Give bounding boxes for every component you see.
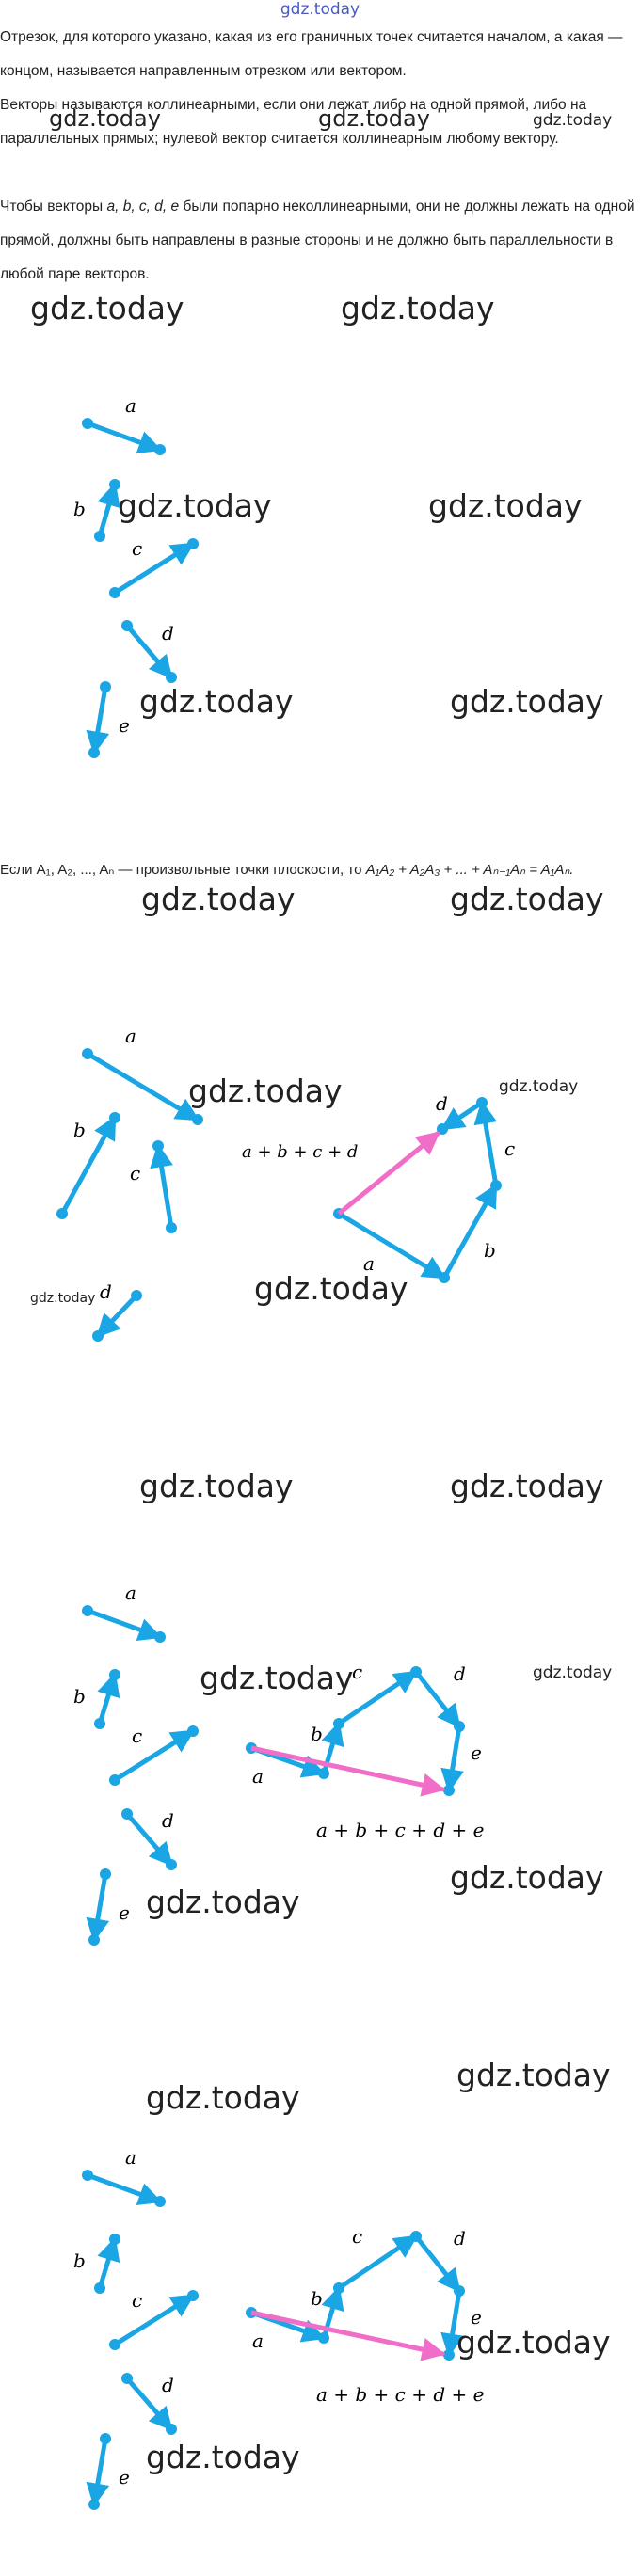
label-b: b xyxy=(484,1239,496,1262)
vector-c xyxy=(109,2290,199,2350)
sum-label: a + b + c + d xyxy=(242,1142,359,1162)
label-b: b xyxy=(73,498,86,520)
label-d: d xyxy=(436,1092,448,1115)
sum-label: a + b + c + d + e xyxy=(316,2383,485,2406)
vector-a xyxy=(82,1605,166,1643)
watermark: gdz.today xyxy=(139,1468,294,1504)
definition-paragraph-3 xyxy=(0,190,640,292)
watermark: gdz.today xyxy=(254,1270,408,1307)
vector-c xyxy=(109,538,199,598)
watermark: gdz.today xyxy=(428,487,583,524)
label-a: a xyxy=(363,1252,375,1275)
vector-b xyxy=(94,1669,120,1729)
watermark: gdz.today xyxy=(450,881,604,917)
label-b: b xyxy=(73,1685,86,1708)
definition-text-3a: Чтобы векторы xyxy=(0,199,104,215)
label-c: c xyxy=(504,1137,516,1160)
label-c: c xyxy=(352,2225,363,2248)
sum-label: a + b + c + d + e xyxy=(316,1819,485,1841)
label-e: e xyxy=(119,1901,130,1924)
polygon-rule-formula: A₁A₂ + A₂A₃ + ... + Aₙ₋₁Aₙ = A₁Aₙ. xyxy=(365,862,574,878)
site-logo[interactable]: gdz.today xyxy=(280,0,360,19)
label-c: c xyxy=(132,537,143,560)
label-d: d xyxy=(162,1809,174,1832)
vector-b xyxy=(94,2234,120,2294)
watermark: gdz.today xyxy=(456,2057,611,2093)
definition-text-2: Векторы называются коллинеарными, если они лежат либо на одной прямой, либо на параллельных прямых; нулевой вектор считается коллинеарным любому вектору. xyxy=(0,97,587,147)
watermark: gdz.today xyxy=(499,1077,579,1096)
watermark: gdz.today xyxy=(533,1663,613,1682)
watermark: gdz.today xyxy=(141,881,296,917)
sum-vector xyxy=(251,1748,443,1789)
vector-b xyxy=(94,479,120,542)
watermark: gdz.today xyxy=(118,487,272,524)
watermark: gdz.today xyxy=(318,105,430,132)
watermark: gdz.today xyxy=(146,1884,300,1920)
definition-paragraph-1 xyxy=(0,21,640,88)
label-a: a xyxy=(252,2330,264,2352)
label-d: d xyxy=(454,1662,466,1685)
label-d: d xyxy=(162,2374,174,2396)
sum-vector xyxy=(251,2313,443,2354)
watermark: gdz.today xyxy=(188,1073,343,1109)
label-e: e xyxy=(471,1741,482,1764)
label-e: e xyxy=(471,2306,482,2329)
vector-b xyxy=(56,1112,120,1219)
label-a: a xyxy=(125,1582,136,1604)
watermark: gdz.today xyxy=(533,111,613,130)
watermark: gdz.today xyxy=(450,683,604,720)
definition-text-4: Если A₁, A₂, ..., Aₙ — произвольные точки плоскости, то xyxy=(0,862,362,878)
watermark: gdz.today xyxy=(30,1291,96,1306)
watermark: gdz.today xyxy=(49,105,161,132)
label-c: c xyxy=(130,1162,141,1185)
label-b: b xyxy=(73,2250,86,2272)
definition-text-3b: были попарно неколлинеарными, они не должны лежать на одной прямой, должны быть направлены в разные стороны и не должно быть параллельности в любой паре векторов. xyxy=(0,199,635,282)
watermark: gdz.today xyxy=(200,1660,354,1696)
label-a: a xyxy=(125,394,136,417)
label-d: d xyxy=(100,1280,112,1303)
vector-chain xyxy=(246,2231,465,2361)
figure-sum-abcd xyxy=(0,1016,640,1374)
figure-vectors-1 xyxy=(0,376,640,781)
watermark: gdz.today xyxy=(450,1859,604,1896)
label-c: c xyxy=(132,1725,143,1747)
vector-a xyxy=(82,418,166,455)
label-d: d xyxy=(454,2227,466,2250)
figure-sum-abcde xyxy=(0,1581,640,1957)
label-e: e xyxy=(119,714,130,737)
watermark: gdz.today xyxy=(456,2324,611,2361)
watermark: gdz.today xyxy=(146,2079,300,2116)
label-b: b xyxy=(73,1119,86,1141)
vector-e xyxy=(88,2433,111,2510)
vector-e xyxy=(88,1868,111,1946)
vector-chain xyxy=(333,1097,502,1283)
label-b: b xyxy=(311,1723,323,1745)
label-a: a xyxy=(125,2146,136,2169)
watermark: gdz.today xyxy=(146,2439,300,2475)
label-e: e xyxy=(119,2466,130,2489)
label-c: c xyxy=(132,2289,143,2312)
label-c: c xyxy=(352,1661,363,1683)
label-a: a xyxy=(125,1025,136,1047)
vector-c xyxy=(152,1140,177,1233)
vector-c xyxy=(109,1725,199,1786)
label-b: b xyxy=(311,2287,323,2310)
label-d: d xyxy=(162,622,174,644)
watermark: gdz.today xyxy=(341,290,495,326)
watermark: gdz.today xyxy=(139,683,294,720)
watermark: gdz.today xyxy=(30,290,184,326)
vector-e xyxy=(88,681,111,758)
vector-list: a, b, c, d, e xyxy=(106,199,180,215)
watermark: gdz.today xyxy=(450,1468,604,1504)
definition-text-1: Отрезок, для которого указано, какая из его граничных точек считается началом, а какая — концом, называется направленным отрезком или вектором. xyxy=(0,29,623,79)
label-a: a xyxy=(252,1765,264,1788)
vector-a xyxy=(82,2170,166,2207)
vector-a xyxy=(82,1048,203,1125)
